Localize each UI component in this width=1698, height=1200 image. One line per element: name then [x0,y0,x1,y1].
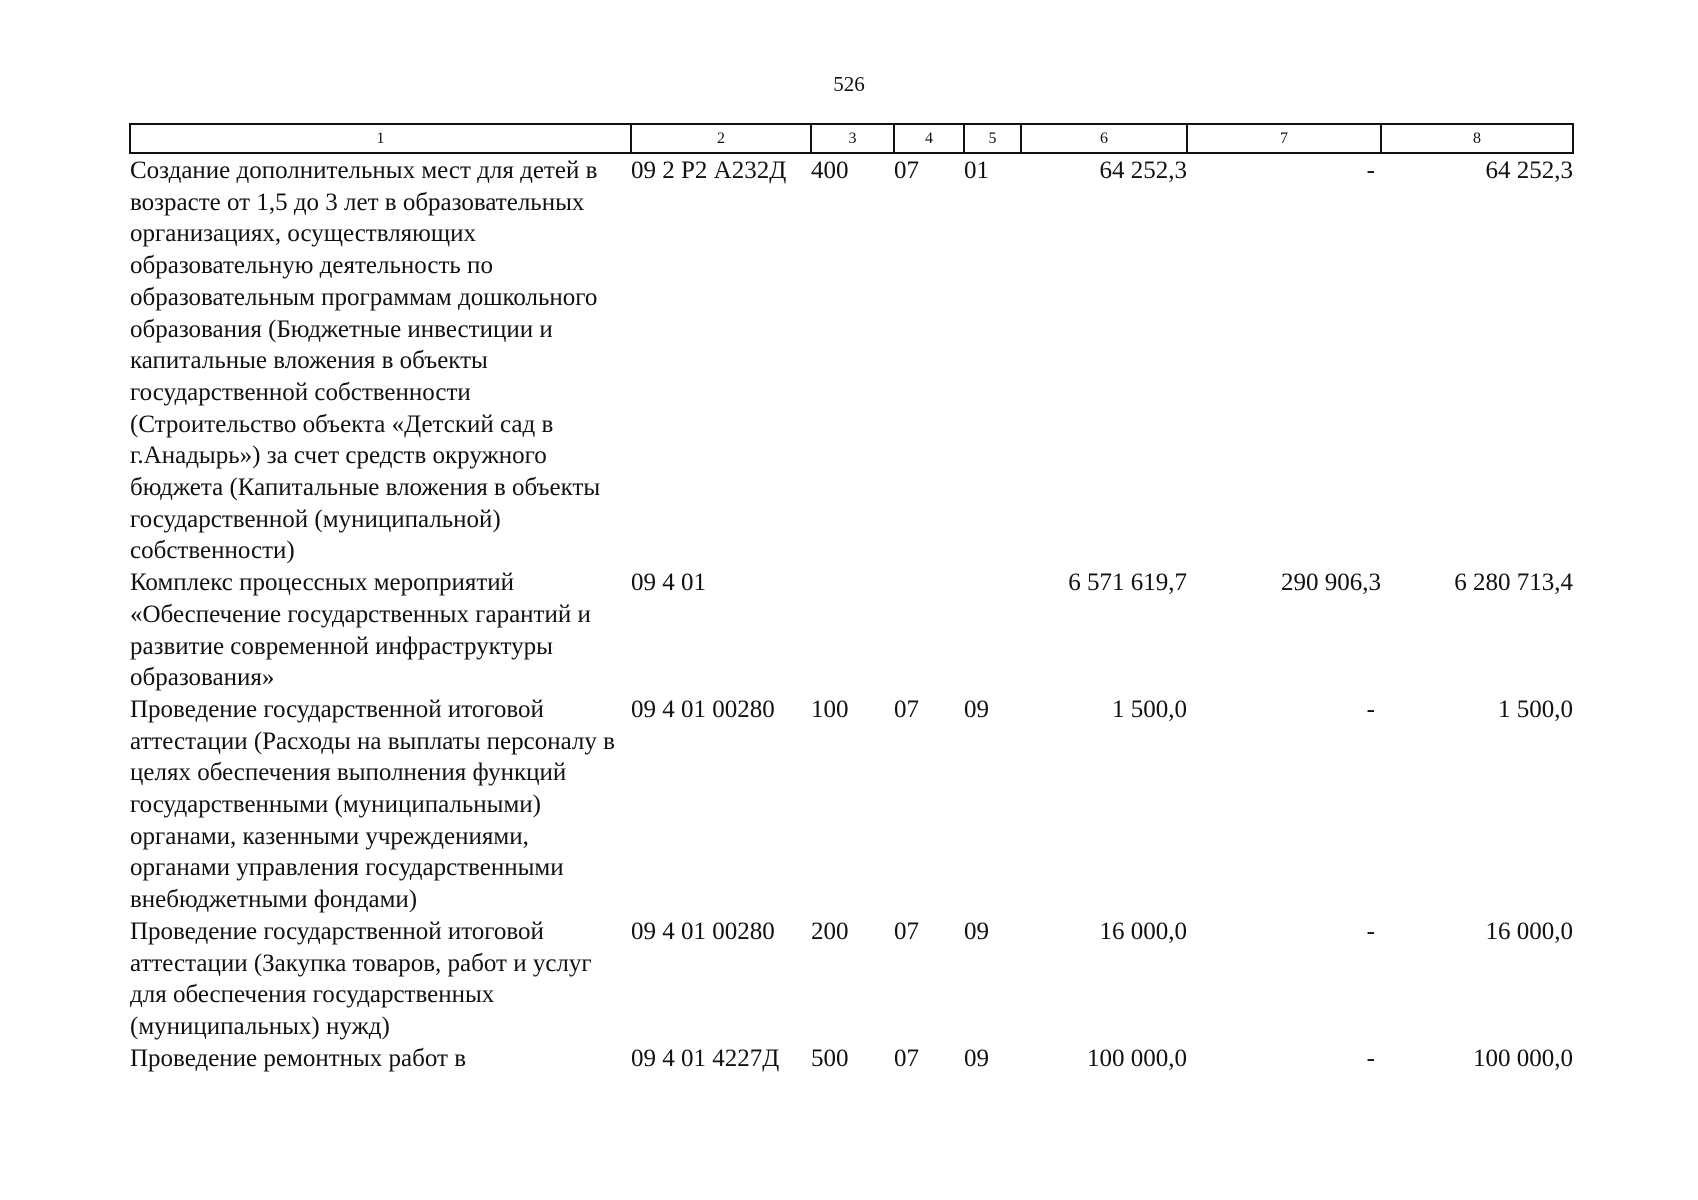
row-total: 100 000,0 [1087,1044,1187,1072]
column-number-header [130,124,1573,153]
table-row [130,694,1573,916]
column-header: 8 [1381,124,1573,153]
row-col7: - [1366,1044,1375,1072]
row-section: 07 [894,695,919,723]
page-number: 526 [833,72,865,96]
budget-table [129,123,1574,1074]
column-header: 2 [631,124,811,153]
row-description: Комплекс процессных мероприятий «Обеспечение государственных гарантий и развитие современной инфраструктуры образования» [130,569,591,692]
row-section [894,567,964,694]
row-code: 09 4 01 4227Д [631,1044,780,1072]
row-description: Проведение ремонтных работ в [130,1044,467,1072]
table-row [130,1043,1573,1075]
row-total: 16 000,0 [1099,917,1187,945]
row-expense-type: 200 [811,917,849,945]
row-subsection: 09 [964,1044,989,1072]
row-section: 07 [894,157,919,184]
table-row [130,916,1573,1043]
row-description: Проведение государственной итоговой аттестации (Расходы на выплаты персоналу в целях обеспечения выполнения функций государственными (муниципальными) органами, казенными учреждениями, органами управления государственными внебюджетными фондами) [130,695,615,914]
row-col8: 64 252,3 [1485,157,1573,184]
row-subsection: 09 [964,695,989,723]
row-total: 1 500,0 [1112,695,1187,723]
row-col7: 290 906,3 [1281,569,1381,597]
row-description: Проведение государственной итоговой аттестации (Закупка товаров, работ и услуг для обеспечения государственных (муниципальных) нужд) [130,917,592,1040]
row-expense-type: 400 [811,157,849,184]
column-header: 3 [811,124,894,153]
column-header: 6 [1021,124,1187,153]
row-col8: 6 280 713,4 [1454,569,1573,597]
row-col7: - [1366,695,1375,723]
row-col8: 1 500,0 [1498,695,1573,723]
row-col8: 100 000,0 [1473,1044,1573,1072]
row-subsection: 09 [964,917,989,945]
row-description: Создание дополнительных мест для детей в возрасте от 1,5 до 3 лет в образовательных организациях, осуществляющих образовательную деятельность по образовательным программам дошкольного образования (Бюджетные инвестиции и капитальные вложения в объекты государственной собственности (Строительство объекта «Детский сад в г.Анадырь») за счет средств окружного бюджета (Капитальные вложения в объекты государственной (муниципальной) собственности) [130,157,601,565]
row-code: 09 2 Р2 А232Д [631,157,787,184]
column-header: 1 [130,124,631,153]
row-section: 07 [894,1044,919,1072]
row-col7: - [1366,917,1375,945]
row-col7: - [1366,157,1375,184]
row-section: 07 [894,917,919,945]
row-code: 09 4 01 00280 [631,917,775,945]
column-header: 4 [894,124,964,153]
column-header: 5 [964,124,1021,153]
row-subsection: 01 [964,157,989,184]
row-total: 6 571 619,7 [1068,569,1187,597]
column-header: 7 [1187,124,1381,153]
row-code: 09 4 01 00280 [631,695,775,723]
row-col8: 16 000,0 [1485,917,1573,945]
row-expense-type [811,567,894,694]
row-expense-type: 500 [811,1044,849,1072]
row-code: 09 4 01 [631,569,706,597]
table-row [130,567,1573,694]
row-total: 64 252,3 [1099,157,1187,184]
table-row [130,153,1573,567]
row-expense-type: 100 [811,695,849,723]
row-subsection [964,567,1021,694]
